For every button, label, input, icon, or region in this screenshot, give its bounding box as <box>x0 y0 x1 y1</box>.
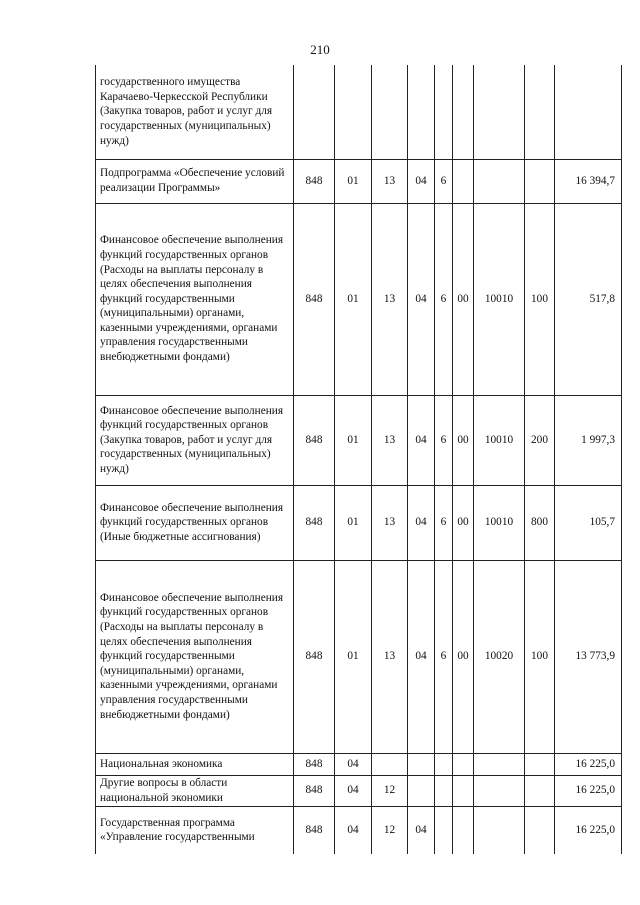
direction-code: 10010 <box>474 485 525 560</box>
expense-type-code <box>525 806 555 854</box>
subsection-code: 13 <box>372 485 408 560</box>
row-name: Финансовое обеспечение выполнения функций государственных органов (Иные бюджетные ассигнования) <box>96 485 294 560</box>
section-code: 01 <box>335 395 372 485</box>
subprogram-code: 6 <box>435 560 453 753</box>
program-code: 04 <box>408 806 435 854</box>
event-code: 00 <box>453 485 474 560</box>
ministry-code: 848 <box>294 753 335 775</box>
ministry-code: 848 <box>294 395 335 485</box>
program-code <box>408 753 435 775</box>
amount: 105,7 <box>555 485 622 560</box>
subprogram-code: 6 <box>435 203 453 395</box>
table-row <box>96 65 622 159</box>
direction-code: 10020 <box>474 560 525 753</box>
table-row <box>96 485 622 560</box>
expense-type-code <box>525 753 555 775</box>
row-name: Государственная программа «Управление государственными <box>96 806 294 854</box>
amount: 16 225,0 <box>555 753 622 775</box>
budget-table <box>95 65 622 854</box>
table-row <box>96 806 622 854</box>
row-name: Финансовое обеспечение выполнения функций государственных органов (Расходы на выплаты персоналу в целях обеспечения выполнения функций государственными (муниципальными) органами, казенными учреждениями, органами управления государственными внебюджетными фондами) <box>96 203 294 395</box>
program-code: 04 <box>408 485 435 560</box>
event-code <box>453 806 474 854</box>
section-code <box>335 65 372 159</box>
subprogram-code <box>435 65 453 159</box>
subsection-code <box>372 65 408 159</box>
subsection-code: 13 <box>372 560 408 753</box>
direction-code: 10010 <box>474 203 525 395</box>
expense-type-code: 100 <box>525 560 555 753</box>
amount: 16 225,0 <box>555 775 622 806</box>
program-code <box>408 65 435 159</box>
subprogram-code <box>435 753 453 775</box>
subprogram-code: 6 <box>435 485 453 560</box>
program-code: 04 <box>408 560 435 753</box>
row-name: Национальная экономика <box>96 753 294 775</box>
direction-code <box>474 806 525 854</box>
ministry-code: 848 <box>294 485 335 560</box>
program-code: 04 <box>408 395 435 485</box>
table-row <box>96 753 622 775</box>
table-row <box>96 203 622 395</box>
ministry-code: 848 <box>294 806 335 854</box>
amount: 16 394,7 <box>555 159 622 203</box>
event-code: 00 <box>453 203 474 395</box>
program-code <box>408 775 435 806</box>
ministry-code: 848 <box>294 775 335 806</box>
section-code: 04 <box>335 806 372 854</box>
row-name: Финансовое обеспечение выполнения функций государственных органов (Расходы на выплаты персоналу в целях обеспечения выполнения функций государственными (муниципальными) органами, казенными учреждениями, органами управления государственными внебюджетными фондами) <box>96 560 294 753</box>
direction-code: 10010 <box>474 395 525 485</box>
amount: 517,8 <box>555 203 622 395</box>
amount: 1 997,3 <box>555 395 622 485</box>
program-code: 04 <box>408 203 435 395</box>
subsection-code <box>372 753 408 775</box>
event-code <box>453 159 474 203</box>
program-code: 04 <box>408 159 435 203</box>
event-code <box>453 65 474 159</box>
direction-code <box>474 65 525 159</box>
table-row <box>96 775 622 806</box>
section-code: 01 <box>335 560 372 753</box>
subprogram-code <box>435 775 453 806</box>
subsection-code: 13 <box>372 203 408 395</box>
section-code: 04 <box>335 775 372 806</box>
expense-type-code: 800 <box>525 485 555 560</box>
ministry-code: 848 <box>294 159 335 203</box>
direction-code <box>474 753 525 775</box>
expense-type-code: 100 <box>525 203 555 395</box>
subsection-code: 12 <box>372 775 408 806</box>
expense-type-code <box>525 775 555 806</box>
subprogram-code <box>435 806 453 854</box>
row-name: государственного имущества Карачаево-Черкесской Республики (Закупка товаров, работ и услуг для государственных (муниципальных) нужд) <box>96 65 294 159</box>
row-name: Подпрограмма «Обеспечение условий реализации Программы» <box>96 159 294 203</box>
event-code: 00 <box>453 395 474 485</box>
amount: 16 225,0 <box>555 806 622 854</box>
subprogram-code: 6 <box>435 159 453 203</box>
page-number: 210 <box>310 42 330 57</box>
amount: 13 773,9 <box>555 560 622 753</box>
section-code: 01 <box>335 485 372 560</box>
table-row <box>96 395 622 485</box>
subprogram-code: 6 <box>435 395 453 485</box>
subsection-code: 13 <box>372 159 408 203</box>
ministry-code: 848 <box>294 203 335 395</box>
amount <box>555 65 622 159</box>
direction-code <box>474 159 525 203</box>
subsection-code: 13 <box>372 395 408 485</box>
row-name: Финансовое обеспечение выполнения функций государственных органов (Закупка товаров, работ и услуг для государственных (муниципальных) нужд) <box>96 395 294 485</box>
ministry-code: 848 <box>294 560 335 753</box>
direction-code <box>474 775 525 806</box>
event-code <box>453 753 474 775</box>
event-code <box>453 775 474 806</box>
section-code: 01 <box>335 159 372 203</box>
ministry-code <box>294 65 335 159</box>
row-name: Другие вопросы в области национальной экономики <box>96 775 294 806</box>
subsection-code: 12 <box>372 806 408 854</box>
table-row <box>96 560 622 753</box>
event-code: 00 <box>453 560 474 753</box>
section-code: 01 <box>335 203 372 395</box>
table-row <box>96 159 622 203</box>
expense-type-code <box>525 65 555 159</box>
section-code: 04 <box>335 753 372 775</box>
expense-type-code <box>525 159 555 203</box>
expense-type-code: 200 <box>525 395 555 485</box>
